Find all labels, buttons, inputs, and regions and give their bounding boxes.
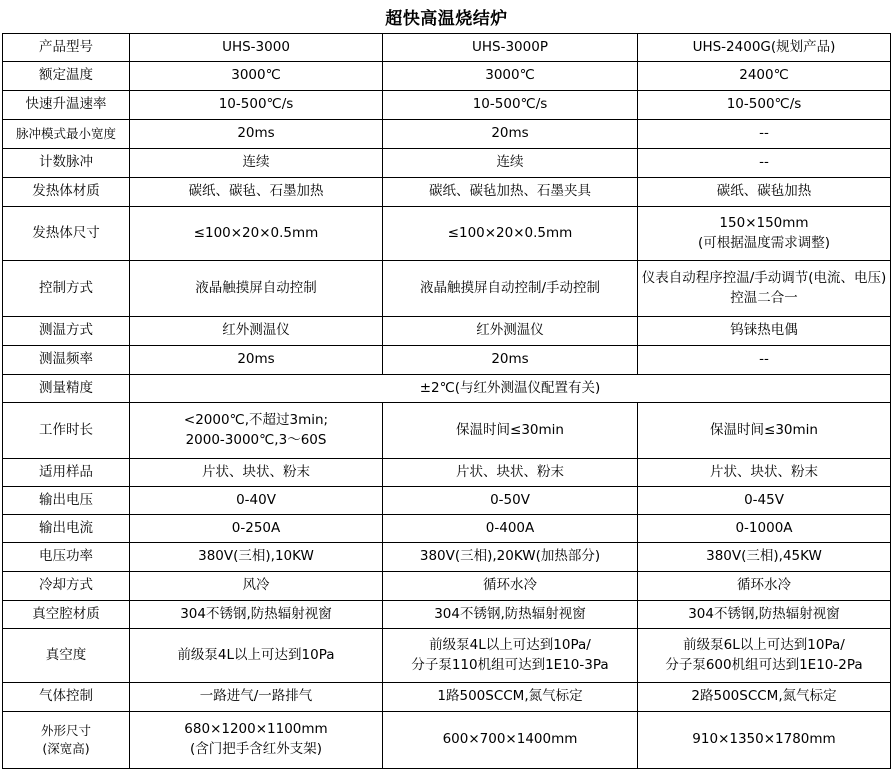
row-label-cell: 电压功率 bbox=[3, 543, 130, 572]
row-label-cell: 适用样品 bbox=[3, 459, 130, 487]
value-cell: 循环水冷 bbox=[638, 572, 891, 601]
row-label-cell: 发热体尺寸 bbox=[3, 207, 130, 261]
value-cell: 碳纸、碳毡、石墨加热 bbox=[130, 178, 383, 207]
value-cell: 碳纸、碳毡加热 bbox=[638, 178, 891, 207]
value-cell: 红外测温仪 bbox=[383, 317, 638, 346]
table-row bbox=[3, 207, 891, 261]
value-cell: 304不锈钢,防热辐射视窗 bbox=[383, 601, 638, 629]
row-label-cell: 外形尺寸 (深宽高) bbox=[3, 712, 130, 769]
table-row bbox=[3, 403, 891, 459]
table-row bbox=[3, 601, 891, 629]
page-title: 超快高温烧结炉 bbox=[385, 9, 508, 29]
value-cell: 150×150mm (可根据温度需求调整) bbox=[638, 207, 891, 261]
table-row bbox=[3, 261, 891, 317]
value-cell: 前级泵4L以上可达到10Pa/ 分子泵110机组可达到1E10-3Pa bbox=[383, 629, 638, 683]
value-cell: 红外测温仪 bbox=[130, 317, 383, 346]
value-cell: 前级泵4L以上可达到10Pa bbox=[130, 629, 383, 683]
value-cell: -- bbox=[638, 120, 891, 149]
table-row bbox=[3, 572, 891, 601]
value-cell: 保温时间≤30min bbox=[383, 403, 638, 459]
value-cell: 2路500SCCM,氮气标定 bbox=[638, 683, 891, 712]
row-label-cell: 脉冲模式最小宽度 bbox=[3, 120, 130, 149]
table-row bbox=[3, 149, 891, 178]
value-cell: 保温时间≤30min bbox=[638, 403, 891, 459]
value-cell: -- bbox=[638, 346, 891, 375]
value-cell: 20ms bbox=[383, 346, 638, 375]
row-label-cell: 测温方式 bbox=[3, 317, 130, 346]
row-label-cell: 额定温度 bbox=[3, 62, 130, 91]
value-cell: 风冷 bbox=[130, 572, 383, 601]
table-row bbox=[3, 317, 891, 346]
header-model-cell: UHS-3000P bbox=[383, 34, 638, 62]
value-cell: 0-400A bbox=[383, 515, 638, 543]
row-label-cell: 输出电流 bbox=[3, 515, 130, 543]
table-row bbox=[3, 62, 891, 91]
value-cell: ≤100×20×0.5mm bbox=[383, 207, 638, 261]
value-cell: 循环水冷 bbox=[383, 572, 638, 601]
value-cell: 片状、块状、粉末 bbox=[130, 459, 383, 487]
value-cell: 0-50V bbox=[383, 487, 638, 515]
value-cell: 600×700×1400mm bbox=[383, 712, 638, 769]
value-cell: 1路500SCCM,氮气标定 bbox=[383, 683, 638, 712]
value-cell: 304不锈钢,防热辐射视窗 bbox=[130, 601, 383, 629]
value-cell: 380V(三相),20KW(加热部分) bbox=[383, 543, 638, 572]
value-cell: 10-500℃/s bbox=[383, 91, 638, 120]
value-cell: 碳纸、碳毡加热、石墨夹具 bbox=[383, 178, 638, 207]
table-row bbox=[3, 487, 891, 515]
value-cell: 0-1000A bbox=[638, 515, 891, 543]
table-row bbox=[3, 120, 891, 149]
value-cell: 0-45V bbox=[638, 487, 891, 515]
table-row bbox=[3, 375, 891, 403]
value-cell: 液晶触摸屏自动控制 bbox=[130, 261, 383, 317]
value-cell: 3000℃ bbox=[130, 62, 383, 91]
value-cell: 片状、块状、粉末 bbox=[383, 459, 638, 487]
value-cell: 钨铼热电偶 bbox=[638, 317, 891, 346]
header-model-cell: UHS-2400G(规划产品) bbox=[638, 34, 891, 62]
value-cell: 20ms bbox=[383, 120, 638, 149]
value-cell: 连续 bbox=[383, 149, 638, 178]
value-cell: 680×1200×1100mm (含门把手含红外支架) bbox=[130, 712, 383, 769]
table-row bbox=[3, 543, 891, 572]
table-row bbox=[3, 178, 891, 207]
table-row bbox=[3, 712, 891, 769]
value-cell: 液晶触摸屏自动控制/手动控制 bbox=[383, 261, 638, 317]
value-cell: 304不锈钢,防热辐射视窗 bbox=[638, 601, 891, 629]
table-row bbox=[3, 459, 891, 487]
value-cell: 0-250A bbox=[130, 515, 383, 543]
value-cell: 片状、块状、粉末 bbox=[638, 459, 891, 487]
value-cell: 一路进气/一路排气 bbox=[130, 683, 383, 712]
value-cell: 10-500℃/s bbox=[638, 91, 891, 120]
table-row bbox=[3, 91, 891, 120]
table-row bbox=[3, 515, 891, 543]
row-label-cell: 输出电压 bbox=[3, 487, 130, 515]
value-cell: 连续 bbox=[130, 149, 383, 178]
row-label-cell: 测温频率 bbox=[3, 346, 130, 375]
value-cell: 380V(三相),45KW bbox=[638, 543, 891, 572]
table-row bbox=[3, 629, 891, 683]
value-cell: 0-40V bbox=[130, 487, 383, 515]
value-cell: 10-500℃/s bbox=[130, 91, 383, 120]
value-cell: 前级泵6L以上可达到10Pa/ 分子泵600机组可达到1E10-2Pa bbox=[638, 629, 891, 683]
header-label-cell: 产品型号 bbox=[3, 34, 130, 62]
row-label-cell: 测量精度 bbox=[3, 375, 130, 403]
row-label-cell: 发热体材质 bbox=[3, 178, 130, 207]
row-label-cell: 快速升温速率 bbox=[3, 91, 130, 120]
value-cell: -- bbox=[638, 149, 891, 178]
row-label-cell: 计数脉冲 bbox=[3, 149, 130, 178]
row-label-cell: 工作时长 bbox=[3, 403, 130, 459]
value-cell: 20ms bbox=[130, 346, 383, 375]
value-cell: 2400℃ bbox=[638, 62, 891, 91]
table-row bbox=[3, 346, 891, 375]
header-row bbox=[3, 34, 891, 62]
row-label-cell: 真空腔材质 bbox=[3, 601, 130, 629]
value-cell: ≤100×20×0.5mm bbox=[130, 207, 383, 261]
row-label-cell: 控制方式 bbox=[3, 261, 130, 317]
table-row bbox=[3, 683, 891, 712]
value-cell: 910×1350×1780mm bbox=[638, 712, 891, 769]
spec-table bbox=[2, 33, 891, 769]
value-cell: <2000℃,不超过3min; 2000-3000℃,3～60S bbox=[130, 403, 383, 459]
row-label-cell: 气体控制 bbox=[3, 683, 130, 712]
row-label-cell: 真空度 bbox=[3, 629, 130, 683]
value-cell: 20ms bbox=[130, 120, 383, 149]
value-cell: 380V(三相),10KW bbox=[130, 543, 383, 572]
value-cell: 仪表自动程序控温/手动调节(电流、电压)控温二合一 bbox=[638, 261, 891, 317]
row-label-cell: 冷却方式 bbox=[3, 572, 130, 601]
merged-value-cell: ±2℃(与红外测温仪配置有关) bbox=[130, 375, 891, 403]
value-cell: 3000℃ bbox=[383, 62, 638, 91]
header-model-cell: UHS-3000 bbox=[130, 34, 383, 62]
